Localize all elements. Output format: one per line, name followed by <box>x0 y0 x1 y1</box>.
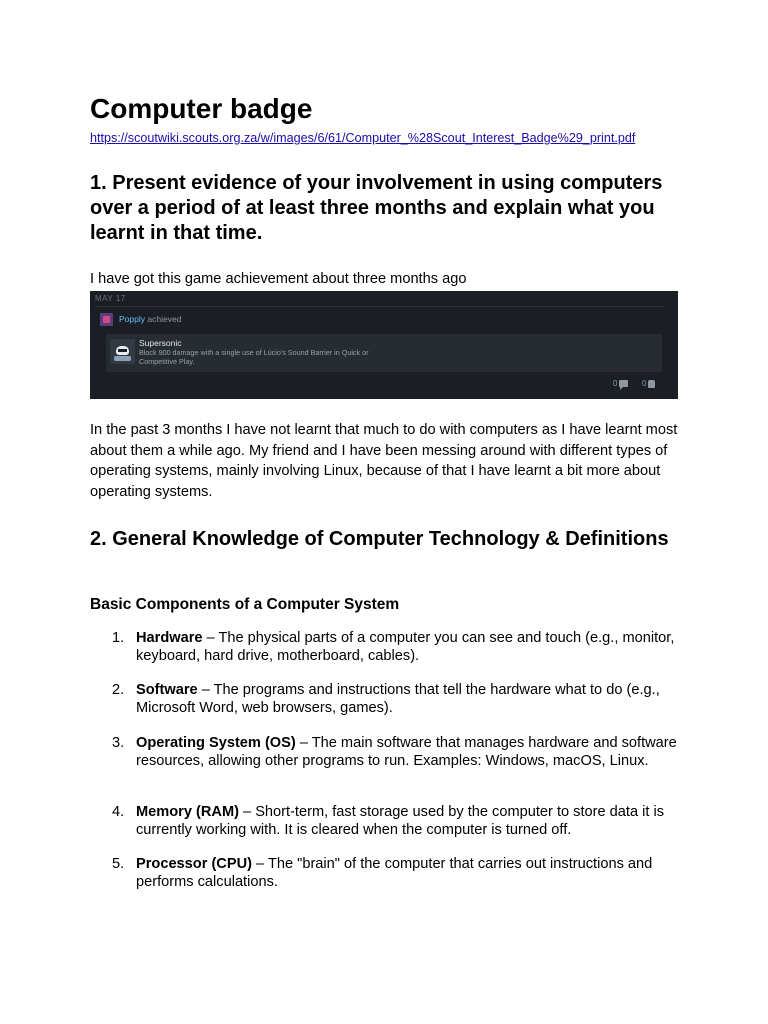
list-term: Processor (CPU) <box>136 856 252 872</box>
divider <box>95 306 664 307</box>
page-title: Computer badge <box>90 93 313 124</box>
achievement-name: Supersonic <box>139 338 182 348</box>
list-term: Operating System (OS) <box>136 735 296 751</box>
achievement-date: MAY 17 <box>95 294 126 303</box>
list-term: Software <box>136 682 198 698</box>
source-link[interactable]: https://scoutwiki.scouts.org.za/w/images/6/61/Computer_%28Scout_Interest_Badge%29_print.pdf <box>90 131 636 145</box>
user-avatar[interactable] <box>100 313 113 326</box>
achievement-box <box>106 334 662 372</box>
thumbs-up-icon <box>648 380 655 388</box>
section-2-heading: 2. General Knowledge of Computer Technology & Definitions <box>90 528 669 550</box>
list-term: Hardware <box>136 630 203 646</box>
list-definition: – The main software that manages hardware and software resources, allowing other programs to run. Examples: Windows, macOS, Linux. <box>136 735 677 769</box>
list-number: 5. <box>112 856 125 872</box>
list-definition: – The "brain" of the computer that carries out instructions and performs calculations. <box>136 856 653 890</box>
list-number: 4. <box>112 804 125 820</box>
section-1-body: In the past 3 months I have not learnt that much to do with computers as I have learnt most about them a while ago. My friend and I have been messing around with different types of operating systems, mainly involving Linux, because of that I have learnt a bit more about operating systems. <box>90 422 678 500</box>
achievement-icon <box>110 339 135 364</box>
list-number: 1. <box>112 630 125 646</box>
list-number: 2. <box>112 682 125 698</box>
user-name[interactable]: Popply <box>119 314 145 324</box>
list-definition: – Short-term, fast storage used by the computer to store data it is currently working with. It is cleared when the computer is turned off. <box>136 804 665 838</box>
comment-count: 0 <box>613 379 618 388</box>
achievement-user-line <box>119 314 181 324</box>
like-button[interactable] <box>642 379 655 388</box>
section-1-intro: I have got this game achievement about three months ago <box>90 271 467 287</box>
achievement-card <box>90 291 678 399</box>
comment-button[interactable] <box>613 379 628 388</box>
section-2-subheading: Basic Components of a Computer System <box>90 596 400 613</box>
list-definition: – The physical parts of a computer you can see and touch (e.g., monitor, keyboard, hard drive, motherboard, cables). <box>136 630 675 664</box>
list-definition: – The programs and instructions that tell the hardware what to do (e.g., Microsoft Word, web browsers, games). <box>136 682 660 716</box>
list-term: Memory (RAM) <box>136 804 239 820</box>
comment-icon <box>619 380 628 387</box>
like-count: 0 <box>642 379 647 388</box>
section-1-heading: 1. Present evidence of your involvement in using computers over a period of at least three months and explain what you learnt in that time. <box>90 172 663 244</box>
achieved-label: achieved <box>147 314 182 324</box>
list-number: 3. <box>112 735 125 751</box>
achievement-description: Block 900 damage with a single use of Lúcio's Sound Barrier in Quick or Competitive Play. <box>139 348 369 366</box>
